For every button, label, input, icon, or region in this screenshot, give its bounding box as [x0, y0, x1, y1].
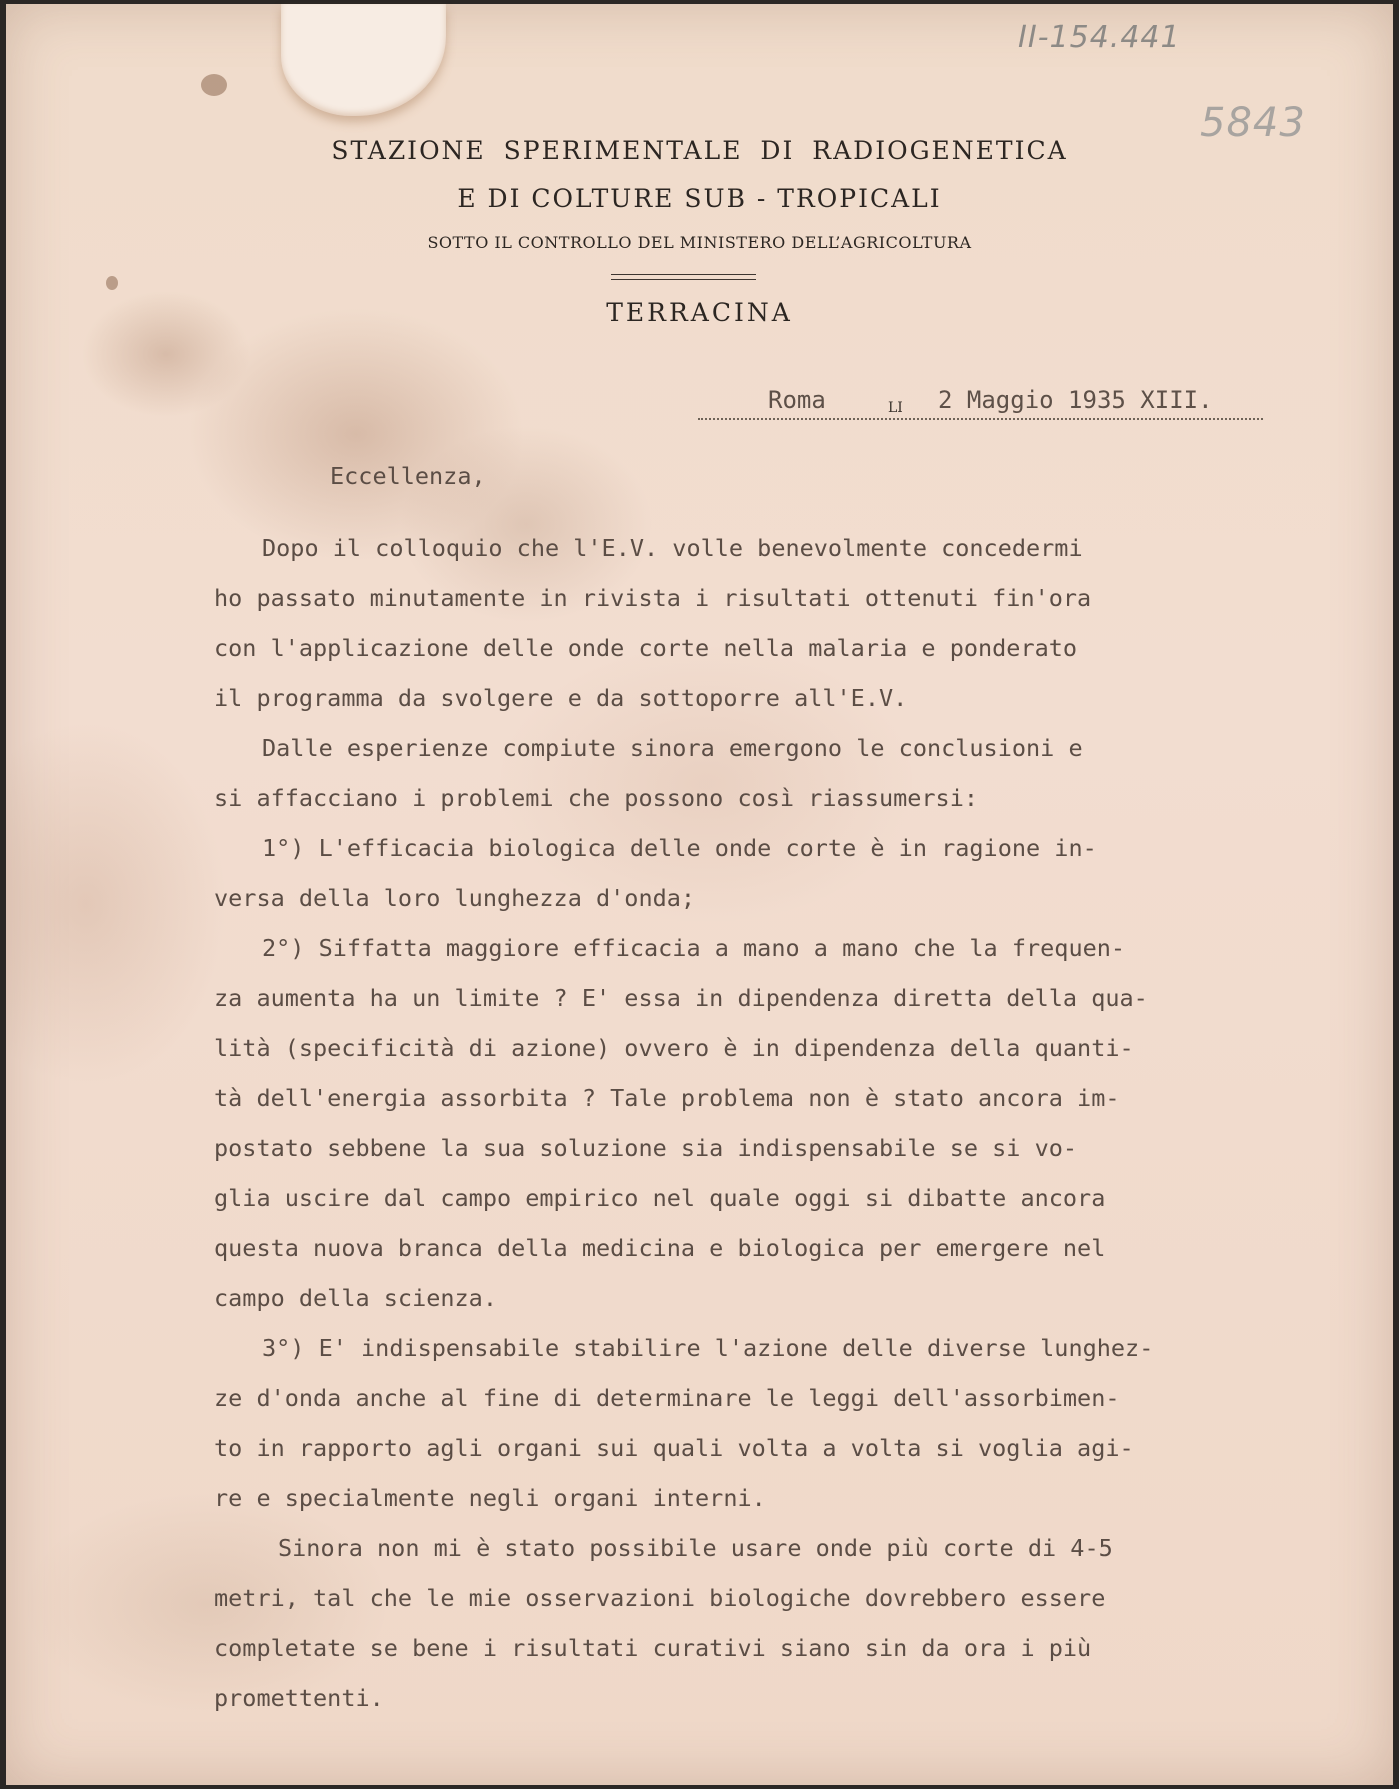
stain-spot — [106, 276, 118, 290]
text-line: ze d'onda anche al fine di determinare le leggi dell'assorbimen- — [214, 1384, 1120, 1412]
letterhead-divider — [611, 274, 756, 280]
text-line: promettenti. — [214, 1684, 384, 1712]
text-line: 2°) Siffatta maggiore efficacia a mano a mano che la frequen- — [262, 934, 1126, 962]
stain-spot — [201, 74, 227, 96]
text-line: si affacciano i problemi che possono così riassumersi: — [214, 784, 979, 812]
archive-sheet-number: 5843 — [1200, 100, 1306, 146]
text-line: ho passato minutamente in rivista i risultati ottenuti fin'ora — [214, 584, 1092, 612]
letter-page — [6, 4, 1393, 1785]
letterhead-line-1: STAZIONE SPERIMENTALE DI RADIOGENETICA — [331, 136, 1068, 165]
text-line: Dopo il colloquio che l'E.V. volle benevolmente concedermi — [262, 534, 1083, 562]
text-line: re e specialmente negli organi interni. — [214, 1484, 766, 1512]
text-line: versa della loro lunghezza d'onda; — [214, 884, 696, 912]
dateline-li: LI — [888, 400, 903, 416]
dateline — [698, 386, 1263, 420]
text-line: metri, tal che le mie osservazioni biologiche dovrebbero essere — [214, 1584, 1106, 1612]
text-line: questa nuova branca della medicina e biologica per emergere nel — [214, 1234, 1106, 1262]
text-line: completate se bene i risultati curativi siano sin da ora i più — [214, 1634, 1092, 1662]
letterhead-city: TERRACINA — [606, 298, 793, 327]
archive-catalog-number: II-154.441 — [1018, 20, 1181, 55]
letterhead-line-2: E DI COLTURE SUB - TROPICALI — [457, 184, 942, 213]
text-line: Sinora non mi è stato possibile usare onde più corte di 4-5 — [278, 1534, 1113, 1562]
text-line: to in rapporto agli organi sui quali volta a volta si voglia agi- — [214, 1434, 1134, 1462]
text-line: lità (specificità di azione) ovvero è in dipendenza della quanti- — [214, 1034, 1134, 1062]
text-line: postato sebbene la sua soluzione sia indispensabile se si vo- — [214, 1134, 1078, 1162]
text-line: glia uscire dal campo empirico nel quale oggi si dibatte ancora — [214, 1184, 1106, 1212]
text-line: Dalle esperienze compiute sinora emergono le conclusioni e — [262, 734, 1083, 762]
salutation: Eccellenza, — [330, 462, 486, 490]
paper-stain — [281, 4, 446, 116]
letterhead-line-3: SOTTO IL CONTROLLO DEL MINISTERO DELL’AGRICOLTURA — [427, 233, 972, 252]
text-line: 1°) L'efficacia biologica delle onde corte è in ragione in- — [262, 834, 1097, 862]
text-line: tà dell'energia assorbita ? Tale problema non è stato ancora im- — [214, 1084, 1120, 1112]
text-line: campo della scienza. — [214, 1284, 497, 1312]
dateline-date: 2 Maggio 1935 XIII. — [938, 386, 1213, 414]
text-line: con l'applicazione delle onde corte nella malaria e ponderato — [214, 634, 1078, 662]
text-line: 3°) E' indispensabile stabilire l'azione delle diverse lunghez- — [262, 1334, 1154, 1362]
text-line: il programma da svolgere e da sottoporre all'E.V. — [214, 684, 908, 712]
text-line: za aumenta ha un limite ? E' essa in dipendenza diretta della qua- — [214, 984, 1148, 1012]
dateline-place: Roma — [768, 386, 826, 414]
